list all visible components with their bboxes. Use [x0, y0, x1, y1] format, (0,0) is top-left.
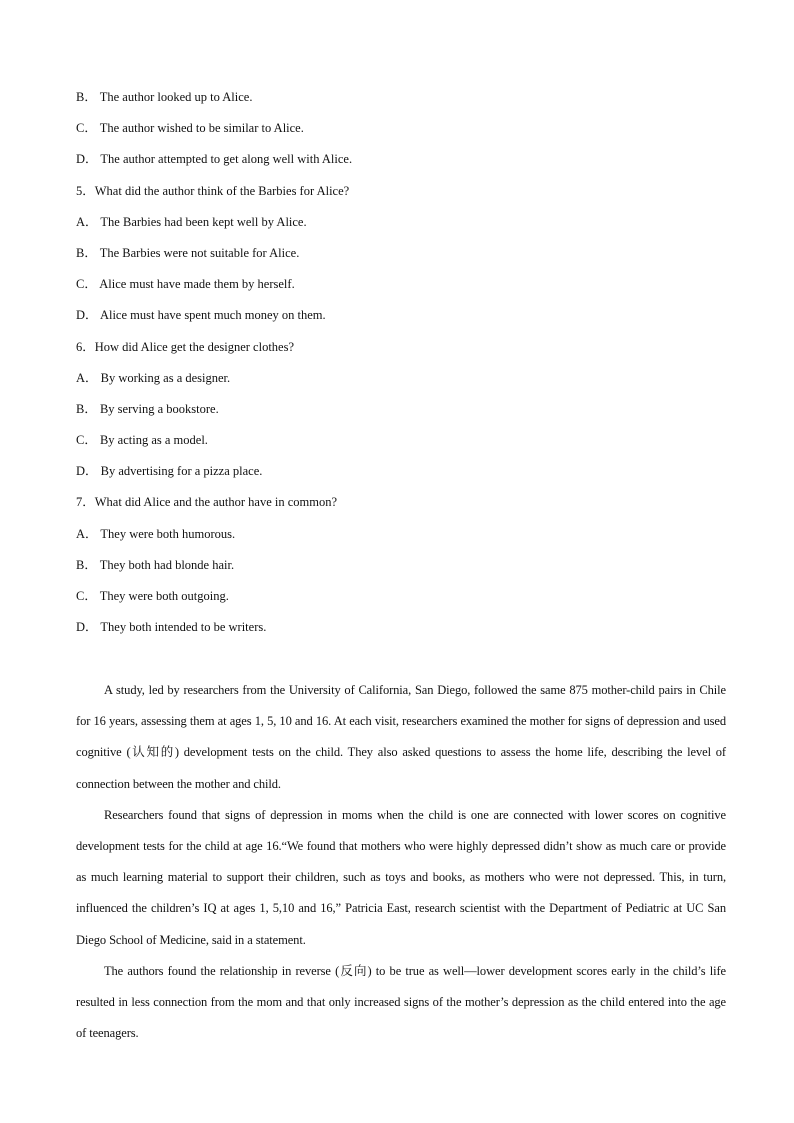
option-b: B． By serving a bookstore. [76, 401, 219, 416]
passage-paragraph-3: The authors found the relationship in reverse (反向) to be true as well—lower development scores early in the child’s life resulted in less connection from the mom and that only increased signs of the mother’s depression as the child entered into the age of teenagers. [76, 963, 726, 1041]
option-d: D． The author attempted to get along well with Alice. [76, 152, 353, 167]
option-d: D． They both intended to be writers. [76, 620, 267, 635]
option-a: A． By working as a designer. [76, 370, 231, 385]
question-6 [76, 332, 726, 488]
option-b: B． The author looked up to Alice. [76, 90, 253, 104]
passage-paragraph-1: A study, led by researchers from the University of California, San Diego, followed the same 875 mother-child pairs in Chile for 16 years, assessing them at ages 1, 5, 10 and 16. At each visit, researchers examined the mother for signs of depression and used cognitive (认知的) development tests on the child. They also asked questions to assess the home life, describing the level of connection between the mother and child. [76, 682, 726, 791]
option-c: C． By acting as a model. [76, 433, 208, 448]
question-5 [76, 176, 726, 332]
reading-passage [76, 675, 726, 1049]
option-c: C． Alice must have made them by herself. [76, 277, 295, 292]
question-7 [76, 487, 726, 643]
option-c: C． They were both outgoing. [76, 589, 229, 603]
question-stem: 5．What did the author think of the Barbies for Alice? [76, 183, 350, 198]
answer-options-continued [76, 82, 726, 176]
option-c: C． The author wished to be similar to Alice. [76, 121, 304, 136]
option-d: D． By advertising for a pizza place. [76, 464, 263, 479]
section-gap [76, 643, 726, 675]
option-b: B． The Barbies were not suitable for Alice. [76, 245, 300, 260]
question-stem: 7．What did Alice and the author have in common? [76, 495, 338, 510]
option-a: A． They were both humorous. [76, 526, 236, 541]
document-page [76, 82, 726, 1049]
option-d: D． Alice must have spent much money on them. [76, 308, 326, 323]
option-b: B． They both had blonde hair. [76, 557, 235, 572]
passage-paragraph-2: Researchers found that signs of depression in moms when the child is one are connected with lower scores on cognitive development tests for the child at age 16.“We found that mothers who were highly depressed didn’t show as much care or provide as much learning material to support their children, such as toys and books, as mothers who were not depressed. This, in turn, influenced the children’s IQ at ages 1, 5,10 and 16,” Patricia East, research scientist with the Department of Pediatric at UC San Diego School of Medicine, said in a statement. [76, 807, 726, 947]
question-stem: 6．How did Alice get the designer clothes? [76, 339, 294, 354]
option-a: A． The Barbies had been kept well by Alice. [76, 214, 307, 229]
